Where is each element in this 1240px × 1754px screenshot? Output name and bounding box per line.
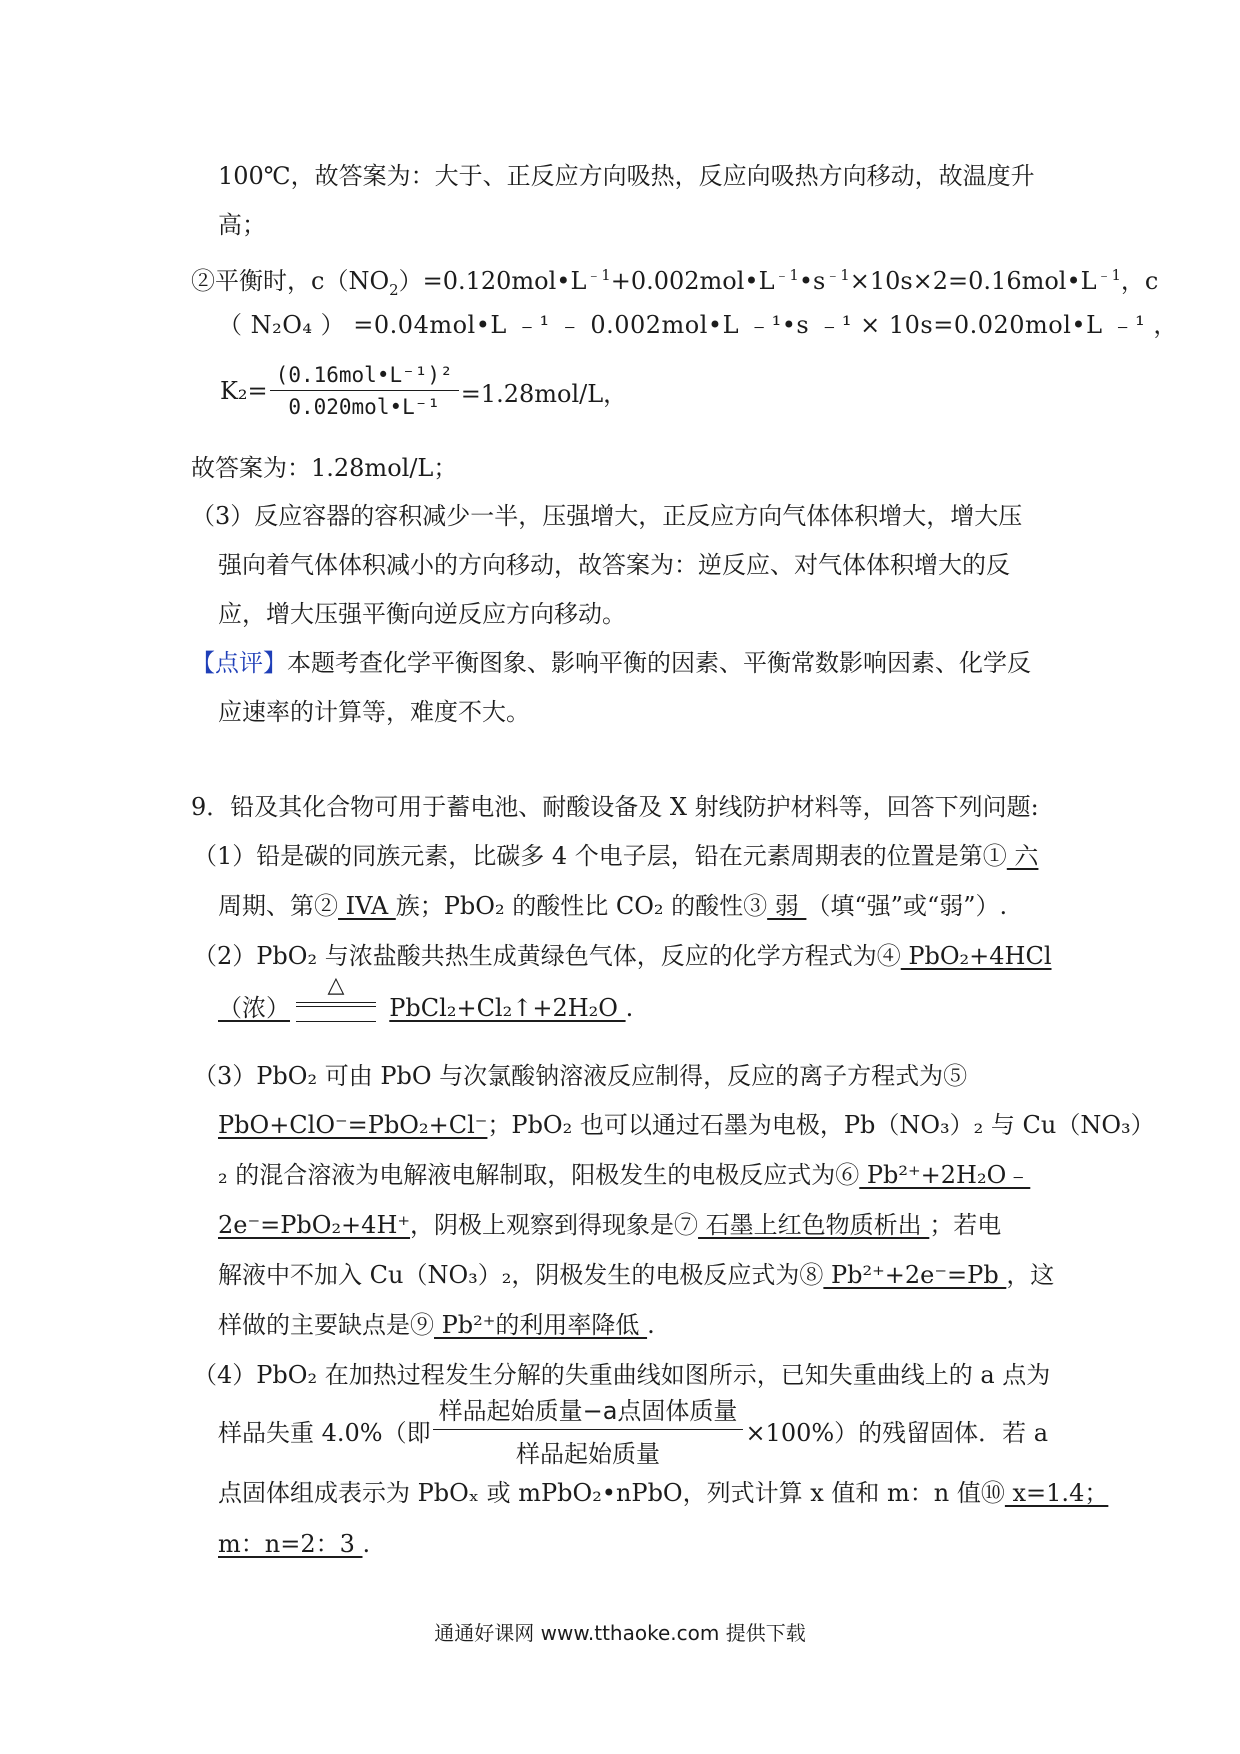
text-line: （ N₂O₄ ） =0.04mol•L ﹣¹ ﹣ 0.002mol•L ﹣¹•s ﹣¹ × 10s=0.020mol•L ﹣¹ ，: [218, 311, 1178, 339]
text-line: ②平衡时，$c(NO_2)=0.120mol•L^{﹣1}+0.002mol•L^{﹣1}•s^{﹣1}\times 10s\times 2=0.16mol•L^{﹣1}$，c: [191, 266, 1159, 299]
text-line: （3）反应容器的容积减少一半，压强增大，正反应方向气体体积增大，增大压: [191, 502, 1023, 530]
question-9-stem: 9．铅及其化合物可用于蓄电池、耐酸设备及 X 射线防护材料等，回答下列问题:: [191, 793, 1039, 821]
q9-part1-line1: （1）铅是碳的同族元素，比碳多 4 个电子层，铅在元素周期表的位置是第① 六: [193, 842, 1039, 870]
fraction-denominator: 样品起始质量: [516, 1440, 661, 1468]
k2-result: =1.28mol/L，: [460, 379, 628, 408]
q9-part4-line1: （4）PbO₂ 在加热过程发生分解的失重曲线如图所示，已知失重曲线上的 a 点为: [193, 1361, 1051, 1389]
answer-9: Pb²⁺的利用率降低: [434, 1311, 648, 1339]
answer-4-end: PbCl₂+Cl₂↑+2H₂O: [389, 994, 626, 1022]
answer-1: 六: [1006, 842, 1039, 870]
text-line: 应速率的计算等，难度不大。: [218, 698, 530, 726]
text-line: 强向着气体体积减小的方向移动，故答案为：逆反应、对气体体积增大的反: [218, 551, 1010, 579]
text-line: 高；: [218, 211, 266, 239]
k2-equation: [220, 363, 627, 419]
answer-3: 弱: [767, 892, 807, 920]
q9-part2-line2: （浓） PbCl₂+Cl₂↑+2H₂O .: [218, 994, 634, 1022]
page-footer: 通通好课网 www.tthaoke.com 提供下载: [434, 1621, 806, 1645]
q9-part3-line2: PbO+ClO⁻=PbO₂+Cl⁻；PbO₂ 也可以通过石墨为电极，Pb（NO₃）₂ 与 Cu（NO₃）: [218, 1111, 1155, 1139]
answer-6-end: 2e⁻=PbO₂+4H⁺: [218, 1211, 411, 1239]
text-line: 故答案为：1.28mol/L；: [191, 454, 458, 482]
answer-6-start: Pb²⁺+2H₂O﹣: [859, 1161, 1031, 1189]
underline-stub: [296, 1021, 376, 1022]
text-line: 应，增大压强平衡向逆反应方向移动。: [218, 600, 626, 628]
k2-label: K₂=: [220, 377, 268, 405]
fraction-numerator: 样品起始质量−a点固体质量: [433, 1391, 744, 1430]
q9-part3-line3: ₂ 的混合溶液为电解液电解制取，阳极发生的电极反应式为⑥ Pb²⁺+2H₂O﹣: [218, 1161, 1031, 1189]
answer-2: IVA: [338, 892, 396, 920]
answer-7: 石墨上红色物质析出: [698, 1211, 930, 1239]
answer-8: Pb²⁺+2e⁻=Pb: [823, 1261, 1007, 1289]
heat-condition-arrow: [296, 974, 376, 1022]
q9-part1-line2: 周期、第② IVA 族；PbO₂ 的酸性比 CO₂ 的酸性③ 弱 （填“强”或“弱”）.: [218, 892, 1008, 920]
heat-triangle: △: [327, 973, 345, 998]
q9-part3-line6: 样做的主要缺点是⑨ Pb²⁺的利用率降低 .: [218, 1311, 655, 1339]
q9-part3-line4: 2e⁻=PbO₂+4H⁺，阴极上观察到得现象是⑦ 石墨上红色物质析出 ；若电: [218, 1211, 1002, 1239]
text-line: 100℃，故答案为：大于、正反应方向吸热，反应向吸热方向移动，故温度升: [218, 162, 1035, 190]
q9-part4-line2: 样品失重 4.0%（即 $\frac{\text{样品起始质量−a点固体质量}}{\text{样品起始质量}}$ ×100%）的残留固体．若 a: [218, 1391, 1048, 1469]
answer-10-end: m：n=2：3: [218, 1530, 363, 1558]
k2-denominator: 0.020mol•L⁻¹: [288, 395, 441, 419]
q9-part4-line3: 点固体组成表示为 PbOₓ 或 mPbO₂•nPbO，列式计算 x 值和 m：n 值⑩ x=1.4；: [218, 1479, 1109, 1507]
q9-part3-line1: （3）PbO₂ 可由 PbO 与次氯酸钠溶液反应制得，反应的离子方程式为⑤: [193, 1062, 968, 1090]
answer-4-start: PbO₂+4HCl: [900, 942, 1052, 970]
review-line: 【点评】本题考查化学平衡图象、影响平衡的因素、平衡常数影响因素、化学反: [191, 649, 1031, 677]
answer-4-middle: （浓）: [218, 994, 290, 1022]
q9-part4-line4: m：n=2：3 .: [218, 1530, 371, 1558]
k2-fraction: [270, 363, 459, 419]
q9-part2-line1: （2）PbO₂ 与浓盐酸共热生成黄绿色气体，反应的化学方程式为④ PbO₂+4HCl: [193, 942, 1052, 970]
k2-numerator: (0.16mol•L⁻¹)²: [270, 363, 459, 391]
answer-5: PbO+ClO⁻=PbO₂+Cl⁻: [218, 1111, 488, 1139]
mass-loss-fraction: [433, 1391, 744, 1469]
q9-part3-line5: 解液中不加入 Cu（NO₃）₂，阴极发生的电极反应式为⑧ Pb²⁺+2e⁻=Pb ，这: [218, 1261, 1055, 1289]
equals-arrow: [296, 1002, 376, 1007]
review-tag: 【点评】: [191, 649, 287, 677]
answer-10-start: x=1.4；: [1004, 1479, 1109, 1507]
